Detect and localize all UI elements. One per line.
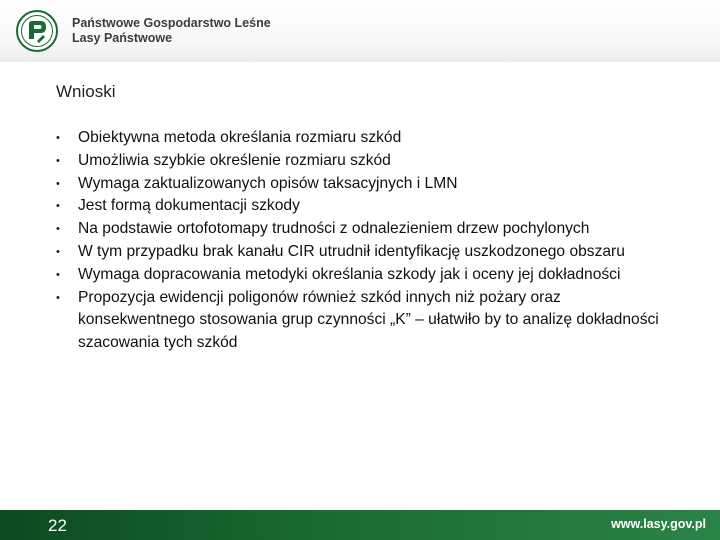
list-item: • Na podstawie ortofotomapy trudności z odnalezieniem drzew pochylonych (56, 218, 676, 241)
list-item: • W tym przypadku brak kanału CIR utrudnił identyfikację uszkodzonego obszaru (56, 241, 676, 264)
slide-title: Wnioski (56, 82, 116, 101)
conclusions-list (56, 127, 676, 355)
forest-logo-icon (16, 10, 58, 52)
slide-header (0, 0, 720, 62)
list-item: • Obiektywna metoda określania rozmiaru szkód (56, 127, 676, 150)
organization-subname: Lasy Państwowe (72, 31, 173, 45)
page-number: 22 (48, 516, 67, 535)
list-item: • Propozycja ewidencji poligonów również szkód innych niż pożary oraz konsekwentnego stosowania grup czynności „K” – ułatwiło by to analizę dokładności szacowania tych szkód (56, 287, 676, 355)
list-item: • Wymaga dopracowania metodyki określania szkody jak i oceny jej dokładności (56, 264, 676, 287)
website-url: www.lasy.gov.pl (611, 517, 706, 531)
list-item: • Umożliwia szybkie określenie rozmiaru szkód (56, 150, 676, 173)
list-item: • Wymaga zaktualizowanych opisów taksacyjnych i LMN (56, 173, 676, 196)
organization-name: Państwowe Gospodarstwo Leśne (72, 16, 271, 30)
list-item: • Jest formą dokumentacji szkody (56, 195, 676, 218)
